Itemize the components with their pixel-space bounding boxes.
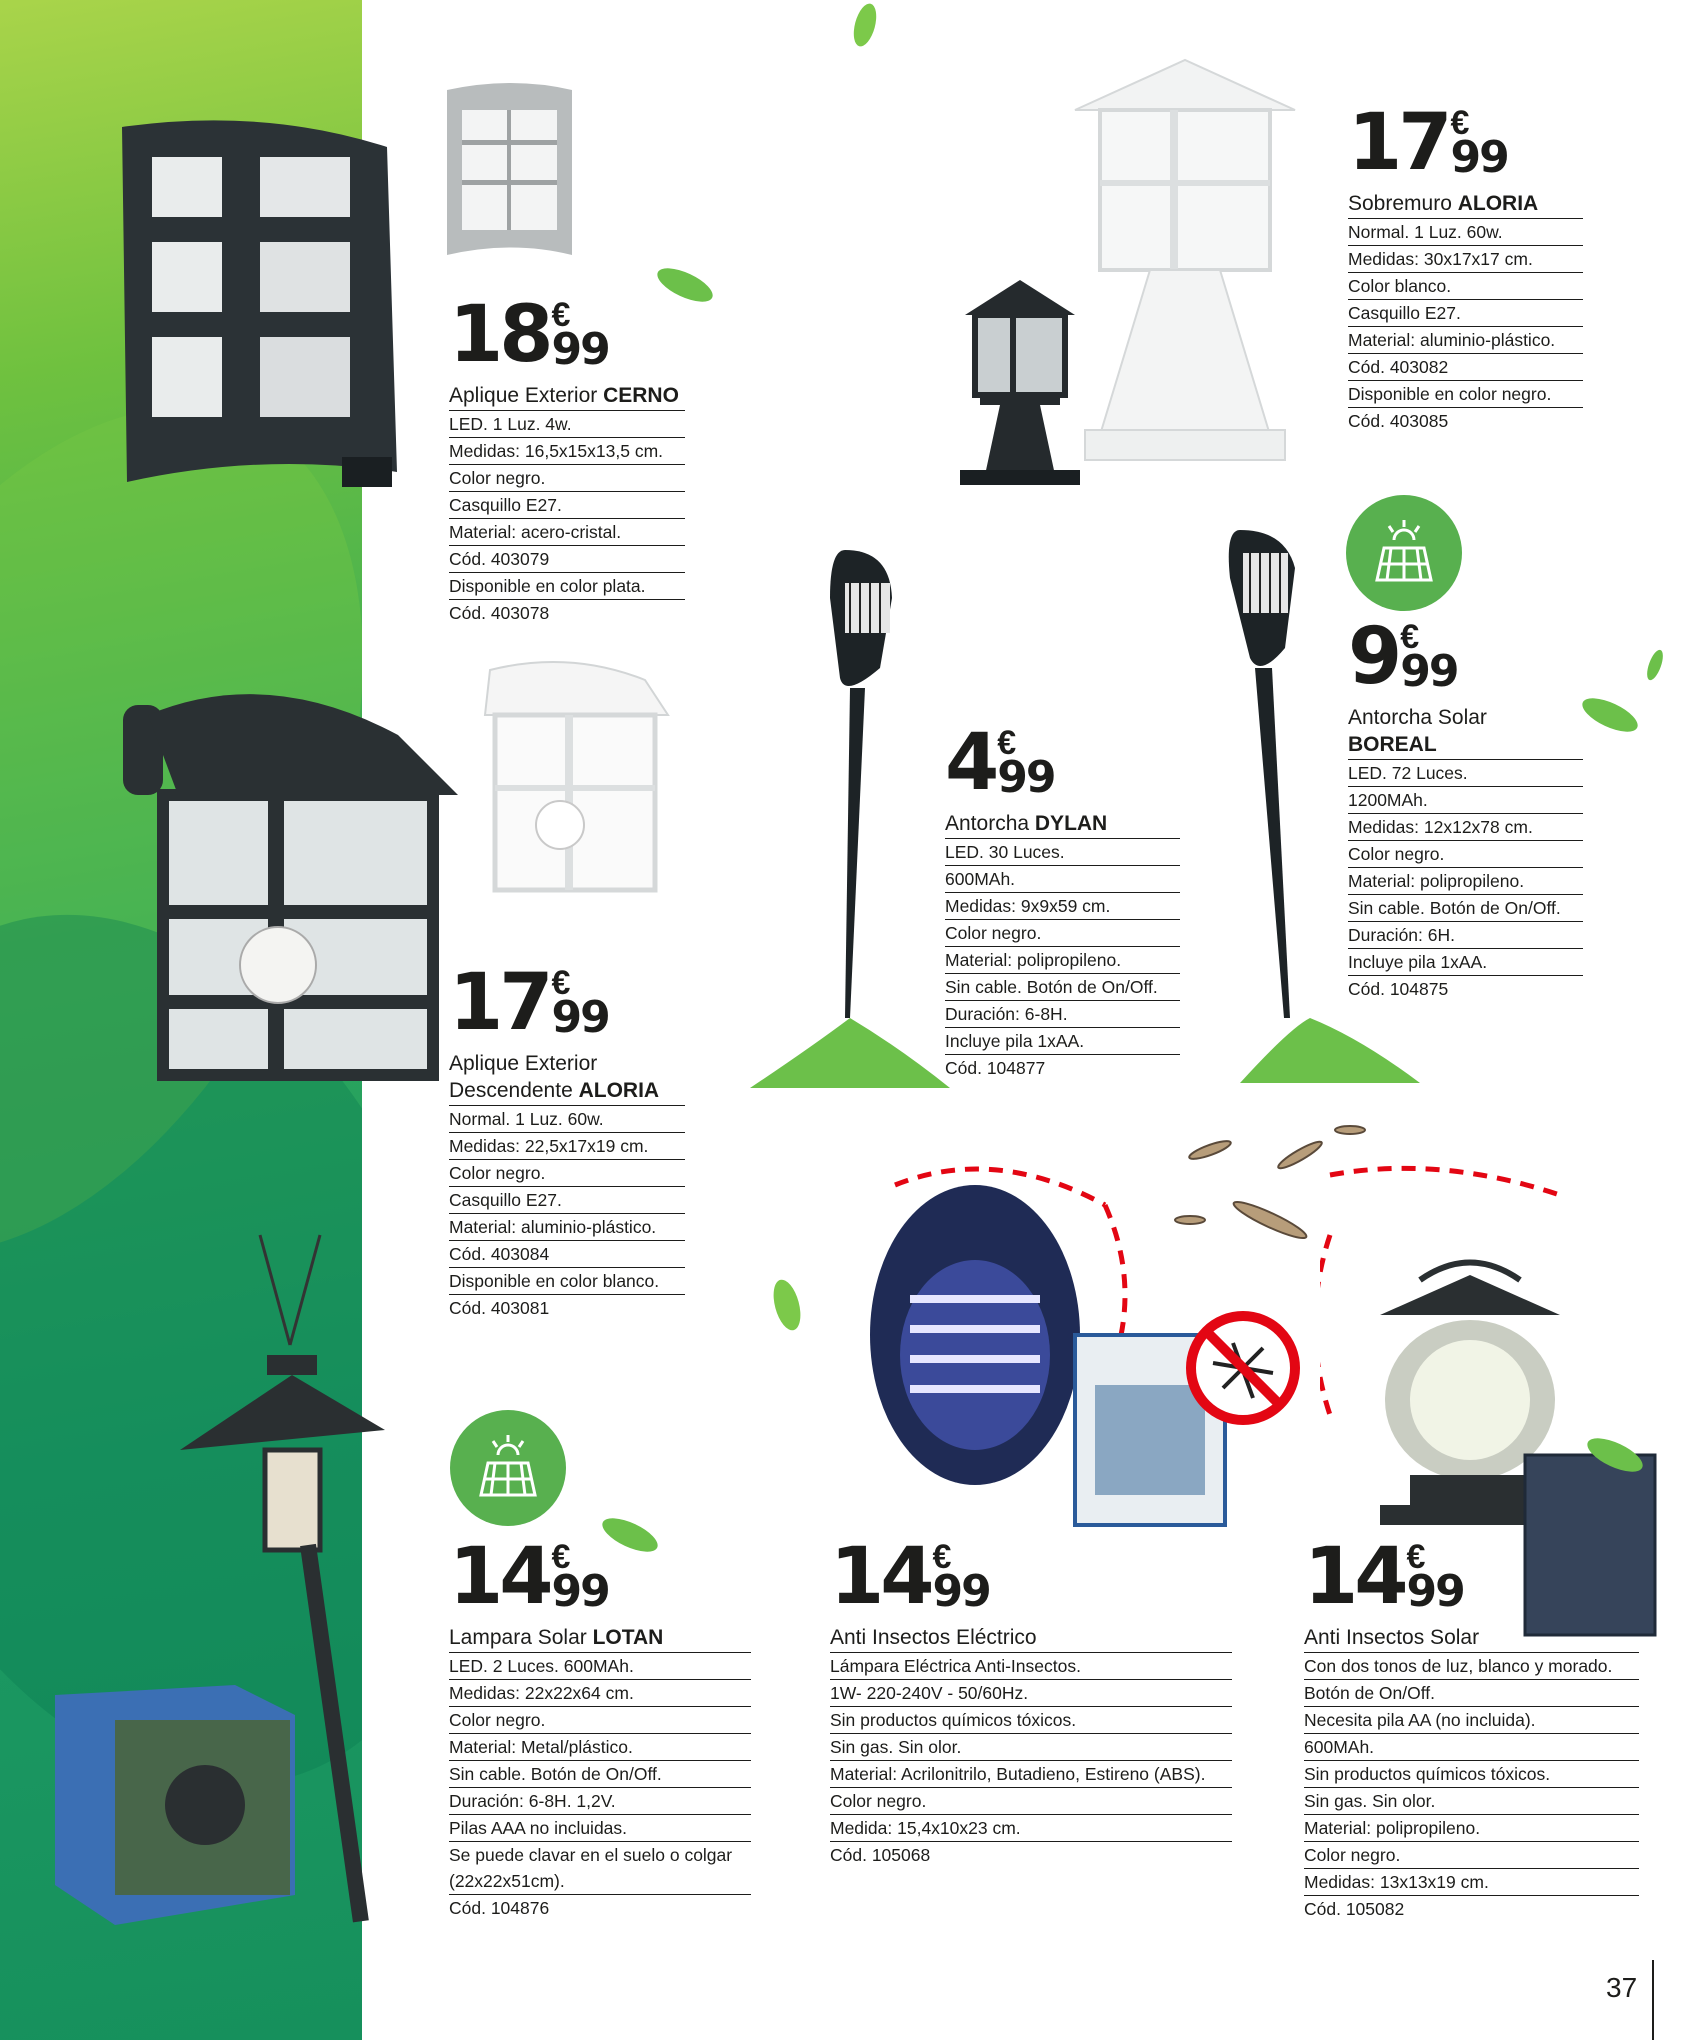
spec-line: 1200MAh. bbox=[1348, 787, 1583, 814]
spec-line: Normal. 1 Luz. 60w. bbox=[1348, 219, 1583, 246]
spec-line: Material: polipropileno. bbox=[1348, 868, 1583, 895]
page-number-divider bbox=[1652, 1960, 1654, 2040]
spec-line: LED. 1 Luz. 4w. bbox=[449, 411, 685, 438]
spec-line: Cód. 105082 bbox=[1304, 1899, 1405, 1919]
leaf-decoration bbox=[1575, 690, 1645, 740]
product-aloria-descendente bbox=[449, 958, 685, 1321]
price: 17 € 99 bbox=[449, 958, 609, 1048]
price: 4 € 99 bbox=[945, 718, 1055, 808]
spec-line: Material: polipropileno. bbox=[1304, 1815, 1639, 1842]
spec-line: 1W- 220-240V - 50/60Hz. bbox=[830, 1680, 1232, 1707]
product-lotan bbox=[449, 1532, 751, 1921]
product-boreal bbox=[1348, 612, 1583, 1002]
spec-line: Incluye pila 1xAA. bbox=[1348, 949, 1583, 976]
spec-line: Medidas: 22,5x17x19 cm. bbox=[449, 1133, 685, 1160]
product-title: Anti Insectos Eléctrico bbox=[830, 1624, 1232, 1653]
product-title: BOREAL bbox=[1348, 731, 1583, 760]
spec-line: Material: acero-cristal. bbox=[449, 519, 685, 546]
product-title: Sobremuro ALORIA bbox=[1348, 190, 1583, 219]
price: 18 € 99 bbox=[449, 290, 609, 380]
product-cerno bbox=[449, 290, 685, 626]
spec-line: Color negro. bbox=[1348, 841, 1583, 868]
spec-line: Duración: 6-8H. 1,2V. bbox=[449, 1788, 751, 1815]
spec-line: Sin cable. Botón de On/Off. bbox=[1348, 895, 1583, 922]
page-number: 37 bbox=[1606, 1972, 1638, 2003]
spec-line: Normal. 1 Luz. 60w. bbox=[449, 1106, 685, 1133]
spec-line: 600MAh. bbox=[1304, 1734, 1639, 1761]
spec-line: Sin cable. Botón de On/Off. bbox=[945, 974, 1180, 1001]
spec-line: Color negro. bbox=[945, 920, 1180, 947]
product-title: Anti Insectos Solar bbox=[1304, 1624, 1639, 1653]
spec-line: Cód. 403085 bbox=[1348, 411, 1449, 431]
spec-line: Lámpara Eléctrica Anti-Insectos. bbox=[830, 1653, 1232, 1680]
spec-line: Medida: 15,4x10x23 cm. bbox=[830, 1815, 1232, 1842]
spec-line: Color negro. bbox=[449, 1707, 751, 1734]
leaf-decoration bbox=[770, 1275, 805, 1335]
solar-panel-badge-icon bbox=[450, 1410, 566, 1526]
spec-line: Disponible en color plata. bbox=[449, 573, 685, 600]
product-title-line1: Antorcha Solar bbox=[1348, 706, 1487, 729]
product-title: Descendente ALORIA bbox=[449, 1077, 685, 1106]
product-title: Aplique Exterior CERNO bbox=[449, 382, 685, 411]
spec-line: Cód. 104876 bbox=[449, 1898, 550, 1918]
product-title-line1: Aplique Exterior bbox=[449, 1052, 598, 1075]
spec-line: Material: aluminio-plástico. bbox=[1348, 327, 1583, 354]
aloria-white-lantern-image bbox=[470, 655, 670, 905]
spec-line: Color negro. bbox=[449, 465, 685, 492]
leaf-decoration bbox=[1580, 1430, 1650, 1480]
spec-line: Sin cable. Botón de On/Off. bbox=[449, 1761, 751, 1788]
product-aloria-sobremuro bbox=[1348, 98, 1583, 434]
spec-line: Se puede clavar en el suelo o colgar bbox=[449, 1845, 733, 1865]
cerno-black-lamp-image bbox=[112, 112, 402, 512]
spec-line: Cód. 105068 bbox=[830, 1845, 931, 1865]
price: 14 € 99 bbox=[1304, 1532, 1464, 1622]
spec-line: Cód. 403084 bbox=[449, 1241, 685, 1268]
spec-line: Sin productos químicos tóxicos. bbox=[830, 1707, 1232, 1734]
spec-line: Color negro. bbox=[1304, 1842, 1639, 1869]
product-title: Antorcha DYLAN bbox=[945, 810, 1180, 839]
spec-line: Cód. 403081 bbox=[449, 1298, 550, 1318]
leaf-decoration bbox=[650, 260, 720, 310]
spec-line: Casquillo E27. bbox=[449, 492, 685, 519]
price: 9 € 99 bbox=[1348, 612, 1458, 702]
spec-line: Material: aluminio-plástico. bbox=[449, 1214, 685, 1241]
spec-line: Cód. 403082 bbox=[1348, 354, 1583, 381]
spec-line: 600MAh. bbox=[945, 866, 1180, 893]
leaf-decoration bbox=[1645, 645, 1665, 685]
spec-line: Material: Metal/plástico. bbox=[449, 1734, 751, 1761]
spec-line: Sin gas. Sin olor. bbox=[830, 1734, 1232, 1761]
spec-line: Color blanco. bbox=[1348, 273, 1583, 300]
aloria-black-lantern-image bbox=[118, 675, 463, 1095]
spec-line: LED. 30 Luces. bbox=[945, 839, 1180, 866]
product-dylan bbox=[945, 718, 1180, 1081]
spec-line: Cód. 104877 bbox=[945, 1058, 1046, 1078]
price: 14 € 99 bbox=[449, 1532, 609, 1622]
aloria-black-pedestal-image bbox=[955, 275, 1085, 495]
product-anti-insectos-electrico bbox=[830, 1532, 1232, 1868]
spec-line: LED. 2 Luces. 600MAh. bbox=[449, 1653, 751, 1680]
spec-line: Casquillo E27. bbox=[449, 1187, 685, 1214]
cerno-silver-lamp-image bbox=[442, 80, 577, 265]
spec-line: Pilas AAA no incluidas. bbox=[449, 1815, 751, 1842]
spec-line: Cód. 104875 bbox=[1348, 979, 1449, 999]
spec-line: Sin gas. Sin olor. bbox=[1304, 1788, 1639, 1815]
spec-line: Cód. 403078 bbox=[449, 603, 550, 623]
leaf-decoration bbox=[850, 0, 880, 50]
product-anti-insectos-solar bbox=[1304, 1532, 1639, 1922]
product-title: Lampara Solar LOTAN bbox=[449, 1624, 751, 1653]
spec-line: Incluye pila 1xAA. bbox=[945, 1028, 1180, 1055]
price: 14 € 99 bbox=[830, 1532, 990, 1622]
spec-line: Medidas: 22x22x64 cm. bbox=[449, 1680, 751, 1707]
no-mosquito-sign-icon bbox=[1183, 1308, 1303, 1428]
spec-line: Duración: 6-8H. bbox=[945, 1001, 1180, 1028]
spec-line: Medidas: 30x17x17 cm. bbox=[1348, 246, 1583, 273]
spec-line: Necesita pila AA (no incluida). bbox=[1304, 1707, 1639, 1734]
spec-line: Medidas: 9x9x59 cm. bbox=[945, 893, 1180, 920]
spec-line: Medidas: 13x13x19 cm. bbox=[1304, 1869, 1639, 1896]
spec-line: Material: polipropileno. bbox=[945, 947, 1180, 974]
spec-line: Duración: 6H. bbox=[1348, 922, 1583, 949]
spec-line: Color negro. bbox=[449, 1160, 685, 1187]
spec-line: Casquillo E27. bbox=[1348, 300, 1583, 327]
leaf-decoration bbox=[595, 1510, 665, 1560]
spec-line: Disponible en color negro. bbox=[1348, 381, 1583, 408]
spec-line: Disponible en color blanco. bbox=[449, 1268, 685, 1295]
spec-line: Botón de On/Off. bbox=[1304, 1680, 1639, 1707]
spec-line: Color negro. bbox=[830, 1788, 1232, 1815]
spec-line: (22x22x51cm). bbox=[449, 1868, 751, 1895]
spec-line: Sin productos químicos tóxicos. bbox=[1304, 1761, 1639, 1788]
spec-line: Con dos tonos de luz, blanco y morado. bbox=[1304, 1653, 1639, 1680]
spec-line: LED. 72 Luces. bbox=[1348, 760, 1583, 787]
spec-line: Medidas: 16,5x15x13,5 cm. bbox=[449, 438, 685, 465]
aloria-white-pedestal-image bbox=[1070, 55, 1300, 475]
price: 17 € 99 bbox=[1348, 98, 1508, 188]
dylan-torch-image bbox=[750, 548, 950, 1098]
spec-line: Medidas: 12x12x78 cm. bbox=[1348, 814, 1583, 841]
spec-line: Material: Acrilonitrilo, Butadieno, Estireno (ABS). bbox=[830, 1761, 1232, 1788]
lotan-box-image bbox=[55, 1685, 295, 1925]
spec-line: Cód. 403079 bbox=[449, 546, 685, 573]
